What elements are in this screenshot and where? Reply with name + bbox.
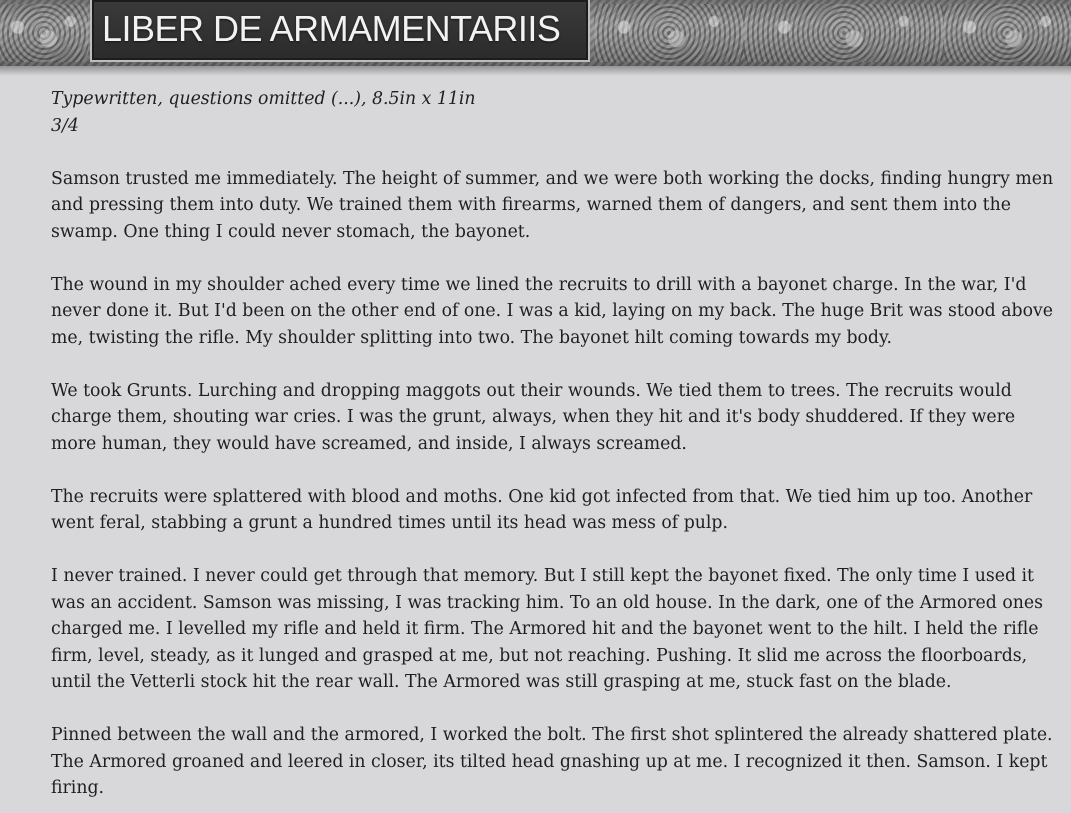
paragraph-2: The wound in my shoulder ached every time we lined the recruits to drill with a bayonet charge. In the war, I'd never done it. But I'd been on the other end of one. I was a kid, laying on my back. The huge Brit was stood above me, twisting the rifle. My shoulder splitting into two. The bayonet hilt coming towards my body. [51,274,1053,348]
paragraph-1: Samson trusted me immediately. The height of summer, and we were both working the docks, finding hungry men and pressing them into duty. We trained them with firearms, warned them of dangers, and sent them into the swamp. One thing I could never stomach, the bayonet. [51,168,1054,242]
paragraph-6: Pinned between the wall and the armored, I worked the bolt. The first shot splintered the already shattered plate. The Armored groaned and leered in closer, its tilted head gnashing up at me. I recognized it then. Samson. I kept firing. [51,725,1053,798]
ornament-left-decoration [0,4,88,62]
page-title: LIBER DE ARMAMENTARIIS [102,8,561,49]
document-body [51,86,1061,813]
ornament-right-decoration-2 [744,4,944,62]
header-shadow [0,66,1071,76]
header-banner [0,0,1071,66]
paragraph-3: We took Grunts. Lurching and dropping maggots out their wounds. We tied them to trees. The recruits would charge them, shouting war cries. I was the grunt, always, when they hit and it's body shuddered. If they were more human, they would have screamed, and inside, I always screamed. [51,380,1016,454]
ornament-right-decoration-1 [594,4,744,62]
document-format-line: Typewritten, questions omitted (...), 8.5in x 11in [51,89,476,109]
document-meta [51,86,1061,139]
paragraph-5: I never trained. I never could get through that memory. But I still kept the bayonet fixed. The only time I used it was an accident. Samson was missing, I was tracking him. To an old house. In the dark, one of the Armored ones charged me. I levelled my rifle and held it firm. The Armored hit and the bayonet went to the hilt. I held the rifle firm, level, steady, as it lunged and grasped at me, but not reaching. Pushing. It slid me across the floorboards, until the Vetterli stock hit the rear wall. The Armored was still grasping at me, stuck fast on the blade. [51,566,1043,692]
document-page-number: 3/4 [51,115,79,136]
paragraph-4: The recruits were splattered with blood and moths. One kid got infected from that. We tied him up too. Another went feral, stabbing a grunt a hundred times until its head was mess of pulp. [51,486,1033,533]
ornament-right-decoration-3 [944,4,1071,62]
